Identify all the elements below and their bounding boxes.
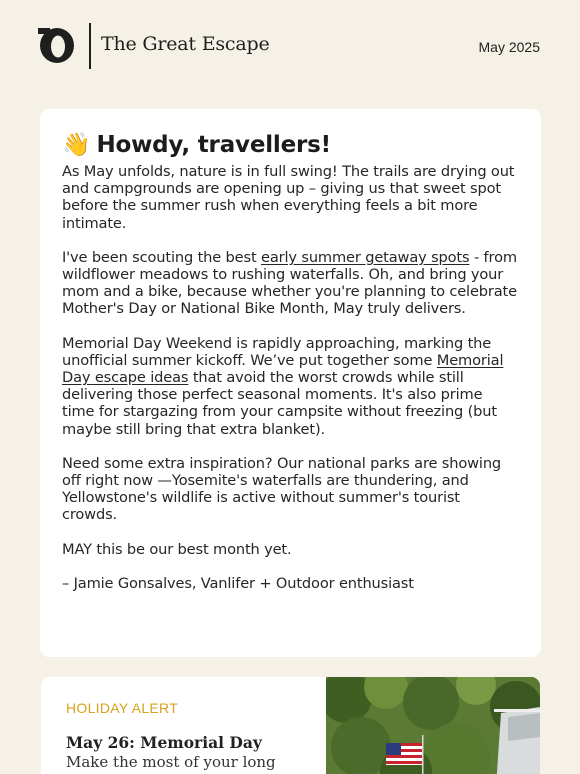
brand-name[interactable]: The Great Escape bbox=[101, 33, 270, 55]
paragraph-text: I've been scouting the best bbox=[62, 248, 262, 266]
holiday-alert-title: May 26: Memorial Day bbox=[66, 733, 262, 752]
signature: – Jamie Gonsalves, Vanlifer + Outdoor enthusiast bbox=[62, 574, 414, 592]
holiday-alert-card[interactable] bbox=[41, 677, 540, 774]
paragraph-intro: As May unfolds, nature is in full swing! The trails are drying out and campgrounds are opening up – giving us that sweet spot before the summer rush when everything feels a bit more intimate. bbox=[62, 163, 515, 232]
memorial-day-ideas-link[interactable]: Memorial Day escape ideas bbox=[62, 351, 504, 387]
paragraph-closing: MAY this be our best month yet. bbox=[62, 540, 292, 558]
holiday-alert-body: Make the most of your long bbox=[66, 753, 276, 771]
holiday-alert-kicker: HOLIDAY ALERT bbox=[66, 700, 179, 716]
paragraph-text: that avoid the worst crowds while still delivering those perfect seasonal moments. It's also prime time for stargazing from your campsite without freezing (but maybe still bring that extra blanket). bbox=[62, 369, 497, 438]
waving-hand-icon: 👋 bbox=[62, 132, 91, 158]
logo-divider bbox=[89, 23, 91, 69]
paragraph-text: Memorial Day Weekend is rapidly approaching, marking the unofficial summer kickoff. We’ve put together some bbox=[62, 334, 492, 369]
greeting-text: Howdy, travellers! bbox=[96, 132, 331, 158]
issue-date: May 2025 bbox=[478, 39, 540, 55]
campsite-flag-photo[interactable] bbox=[326, 677, 540, 774]
editor-letter-card bbox=[40, 109, 541, 657]
newsletter-header bbox=[0, 0, 580, 95]
paragraph-national-parks: Need some extra inspiration? Our national parks are showing off right now —Yosemite's waterfalls are thundering, and Yellowstone's wildlife is active without summer's tourist crowds. bbox=[62, 454, 502, 524]
getaway-spots-link[interactable]: early summer getaway spots bbox=[261, 248, 470, 266]
greeting-heading bbox=[62, 130, 519, 160]
brand-logo-icon[interactable] bbox=[36, 26, 76, 64]
paragraph-getaways bbox=[62, 249, 519, 318]
paragraph-text: - from wildflower meadows to rushing waterfalls. Oh, and bring your mom and a bike, because whether you're planning to celebrate Mother's Day or National Bike Month, May truly delivers. bbox=[62, 248, 517, 318]
paragraph-memorial-day bbox=[62, 335, 519, 438]
